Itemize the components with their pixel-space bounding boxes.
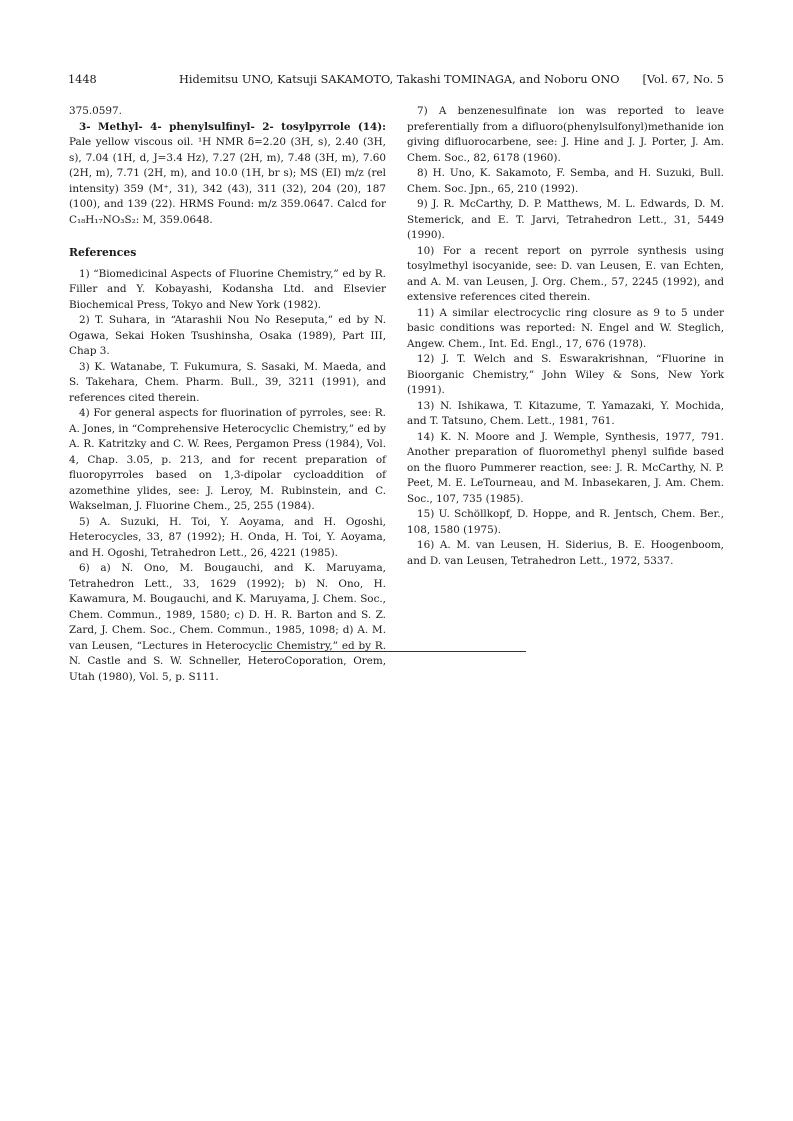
reference-item: 13) N. Ishikawa, T. Kitazume, T. Yamazaki, Y. Mochida, and T. Tatsuno, Chem. Lett., 1981, 761. [407, 399, 724, 427]
reference-item: 6) a) N. Ono, M. Bougauchi, and K. Maruyama, Tetrahedron Lett., 33, 1629 (1992); b) N. Ono, H. Kawamura, M. Bougauchi, and K. Maruyama, J. Chem. Soc., Chem. Commun., 1989, 1580; c) D. H. R. Barton and S. Z. Zard, J. Chem. Soc., Chem. Commun., 1985, 1098; d) A. M. van Leusen, “Lectures in Heterocyclic Chemistry,” ed by R. N. Castle and S. W. Schneller, HeteroCoporation, Orem, Utah (1980), Vol. 5, p. S111. [69, 562, 386, 683]
page-number: 1448 [68, 73, 97, 86]
reference-item: 7) A benzenesulfinate ion was reported to leave preferentially from a difluoro(phenylsulfonyl)methanide ion giving difluorocarbene, see: J. Hine and J. J. Porter, J. Am. Chem. Soc., 82, 6178 (1960). [407, 105, 724, 164]
reference-item: 15) U. Schöllkopf, D. Hoppe, and R. Jentsch, Chem. Ber., 108, 1580 (1975). [407, 508, 724, 536]
experimental-continued: 375.0597. [69, 105, 122, 117]
reference-item: 16) A. M. van Leusen, H. Siderius, B. E. Hoogenboom, and D. van Leusen, Tetrahedron Lett., 1972, 5337. [407, 539, 724, 567]
reference-item: 14) K. N. Moore and J. Wemple, Synthesis, 1977, 791. Another preparation of fluoromethyl phenyl sulfide based on the fluoro Pummerer reaction, see: J. R. McCarthy, N. P. Peet, M. E. LeTourneau, and M. Inbasekaren, J. Am. Chem. Soc., 107, 735 (1985). [407, 430, 724, 505]
reference-item: 9) J. R. McCarthy, D. P. Matthews, M. L. Edwards, D. M. Stemerick, and E. T. Jarvi, Tetrahedron Lett., 31, 5449 (1990). [407, 198, 724, 241]
reference-item: 12) J. T. Welch and S. Eswarakrishnan, “Fluorine in Bioorganic Chemistry,” John Wiley & Sons, New York (1991). [407, 353, 724, 396]
left-column [69, 104, 386, 685]
reference-item: 10) For a recent report on pyrrole synthesis using tosylmethyl isocyanide, see: D. van Leusen, E. van Echten, and A. M. van Leusen, J. Org. Chem., 57, 2245 (1992), and extensive references cited therein. [407, 244, 724, 303]
reference-item: 11) A similar electrocyclic ring closure as 9 to 5 under basic conditions was reported: N. Engel and W. Steglich, Angew. Chem., Int. Ed. Engl., 17, 676 (1978). [407, 306, 724, 350]
end-rule [261, 651, 526, 652]
reference-item: 3) K. Watanabe, T. Fukumura, S. Sasaki, M. Maeda, and S. Takehara, Chem. Pharm. Bull., 39, 3211 (1991), and references cited therein. [69, 360, 386, 404]
running-authors: Hidemitsu UNO, Katsuji SAKAMOTO, Takashi TOMINAGA, and Noboru ONO [179, 73, 620, 86]
references-heading: References [69, 246, 137, 259]
page-header [68, 72, 724, 88]
volume-info: [Vol. 67, No. 5 [642, 73, 724, 86]
reference-item: 1) “Biomedicinal Aspects of Fluorine Chemistry,” ed by R. Filler and Y. Kobayashi, Kodansha Ltd. and Elsevier Biochemical Press, Tokyo and New York (1982). [69, 267, 386, 311]
compound-title: 3- Methyl- 4- phenylsulfinyl- 2- tosylpyrrole (14): [79, 120, 386, 133]
right-column [407, 104, 724, 569]
reference-item: 2) T. Suhara, in “Atarashii Nou No Reseputa,” ed by N. Ogawa, Sekai Hoken Tsushinsha, Osaka (1989), Part III, Chap 3. [69, 314, 386, 357]
reference-item: 4) For general aspects for fluorination of pyrroles, see: R. A. Jones, in “Comprehensive Heterocyclic Chemistry,” ed by A. R. Katritzky and C. W. Rees, Pergamon Press (1984), Vol. 4, Chap. 3.05, p. 213, and for recent preparation of fluoropyrroles based on 1,3-dipolar cycloaddition of azomethine ylides, see: J. Leroy, M. Rubinstein, and C. Wakselman, J. Fluorine Chem., 25, 255 (1984). [69, 407, 386, 512]
experimental-paragraph [69, 120, 386, 229]
reference-item: 5) A. Suzuki, H. Toi, Y. Aoyama, and H. Ogoshi, Heterocycles, 33, 87 (1992); H. Onda, H. Toi, Y. Aoyama, and H. Ogoshi, Tetrahedron Lett., 26, 4221 (1985). [69, 515, 386, 559]
reference-item: 8) H. Uno, K. Sakamoto, F. Semba, and H. Suzuki, Bull. Chem. Soc. Jpn., 65, 210 (1992). [407, 167, 724, 195]
compound-data: Pale yellow viscous oil. ¹H NMR δ=2.20 (3H, s), 2.40 (3H, s), 7.04 (1H, d, J=3.4 Hz), 7.27 (2H, m), 7.48 (3H, m), 7.60 (2H, m), 7.71 (2H, m), and 10.0 (1H, br s); MS (EI) m/z (rel intensity) 359 (M⁺, 31), 342 (43), 311 (32), 204 (20), 187 (100), and 139 (22). HRMS Found: m/z 359.0647. Calcd for C₁₈H₁₇NO₃S₂: M, 359.0648. [69, 136, 386, 226]
